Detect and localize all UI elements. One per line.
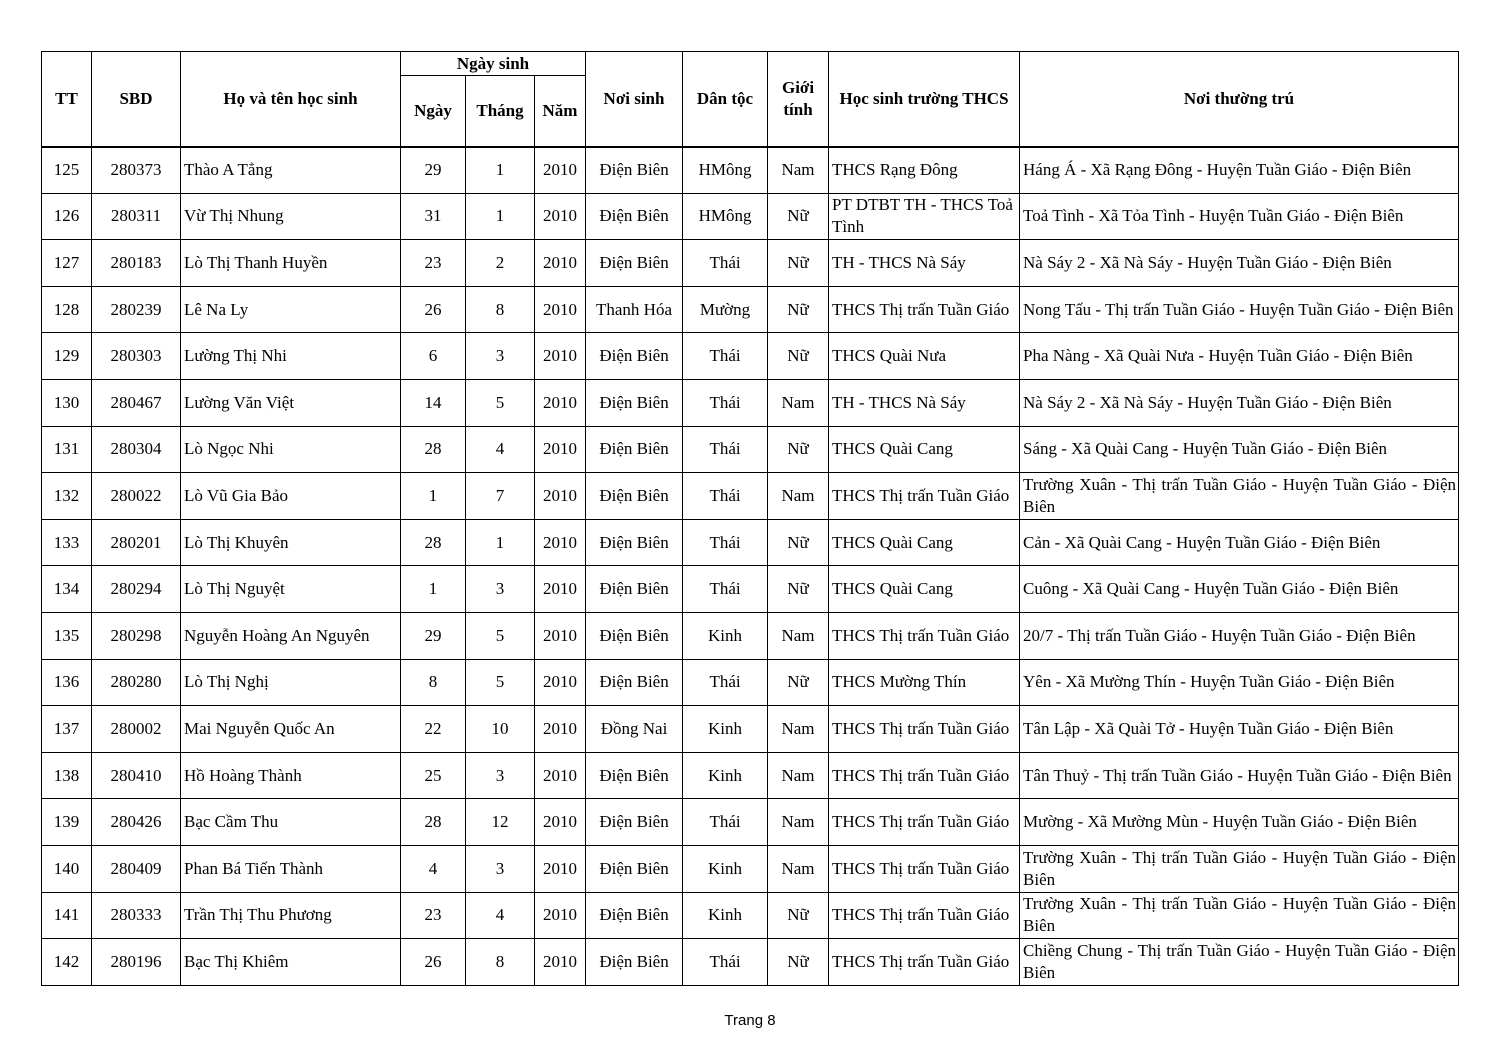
cell-school: THCS Thị trấn Tuần Giáo [829, 845, 1020, 892]
cell-day: 26 [401, 286, 466, 333]
cell-sbd: 280303 [92, 333, 181, 380]
cell-school: THCS Thị trấn Tuần Giáo [829, 892, 1020, 939]
cell-birthplace: Đồng Nai [586, 706, 683, 753]
cell-residence: Háng Á - Xã Rạng Đông - Huyện Tuần Giáo - Điện Biên [1020, 147, 1459, 194]
cell-residence: Mường - Xã Mường Mùn - Huyện Tuần Giáo - Điện Biên [1020, 799, 1459, 846]
cell-month: 3 [466, 845, 535, 892]
cell-day: 1 [401, 473, 466, 520]
cell-year: 2010 [535, 752, 586, 799]
table-row [42, 706, 1459, 753]
cell-school: THCS Thị trấn Tuần Giáo [829, 752, 1020, 799]
cell-birthplace: Điện Biên [586, 379, 683, 426]
page-number: Trang 8 [724, 1012, 776, 1029]
cell-school: THCS Thị trấn Tuần Giáo [829, 286, 1020, 333]
cell-day: 25 [401, 752, 466, 799]
cell-ethnicity: Thái [683, 519, 768, 566]
cell-month: 5 [466, 379, 535, 426]
cell-sbd: 280373 [92, 147, 181, 194]
cell-gender: Nữ [768, 659, 829, 706]
cell-tt: 126 [42, 193, 92, 240]
cell-gender: Nam [768, 379, 829, 426]
cell-day: 28 [401, 519, 466, 566]
table-row [42, 519, 1459, 566]
cell-name: Bạc Cầm Thu [181, 799, 401, 846]
cell-gender: Nam [768, 473, 829, 520]
header-sbd: SBD [92, 52, 181, 147]
cell-gender: Nữ [768, 333, 829, 380]
cell-residence: Chiềng Chung - Thị trấn Tuần Giáo - Huyện Tuần Giáo - Điện Biên [1020, 939, 1459, 986]
cell-birthplace: Điện Biên [586, 147, 683, 194]
cell-year: 2010 [535, 939, 586, 986]
cell-year: 2010 [535, 519, 586, 566]
cell-gender: Nữ [768, 892, 829, 939]
cell-birthplace: Điện Biên [586, 892, 683, 939]
cell-school: TH - THCS Nà Sáy [829, 379, 1020, 426]
table-row [42, 333, 1459, 380]
cell-gender: Nam [768, 706, 829, 753]
cell-residence: Sáng - Xã Quài Cang - Huyện Tuần Giáo - Điện Biên [1020, 426, 1459, 473]
cell-day: 28 [401, 799, 466, 846]
cell-school: THCS Thị trấn Tuần Giáo [829, 799, 1020, 846]
cell-ethnicity: Kinh [683, 845, 768, 892]
cell-birthplace: Điện Biên [586, 519, 683, 566]
cell-ethnicity: Thái [683, 473, 768, 520]
cell-day: 1 [401, 566, 466, 613]
cell-year: 2010 [535, 379, 586, 426]
cell-tt: 133 [42, 519, 92, 566]
cell-ethnicity: Thái [683, 566, 768, 613]
cell-birthplace: Thanh Hóa [586, 286, 683, 333]
table-row [42, 845, 1459, 892]
cell-residence: Tân Lập - Xã Quài Tở - Huyện Tuần Giáo - Điện Biên [1020, 706, 1459, 753]
cell-month: 7 [466, 473, 535, 520]
cell-ethnicity: Thái [683, 659, 768, 706]
cell-residence: Cuông - Xã Quài Cang - Huyện Tuần Giáo - Điện Biên [1020, 566, 1459, 613]
cell-birthplace: Điện Biên [586, 612, 683, 659]
cell-residence: Nà Sáy 2 - Xã Nà Sáy - Huyện Tuần Giáo - Điện Biên [1020, 379, 1459, 426]
cell-day: 29 [401, 612, 466, 659]
cell-sbd: 280333 [92, 892, 181, 939]
header-gender: Giới tính [768, 52, 829, 147]
table-row [42, 147, 1459, 194]
cell-gender: Nam [768, 612, 829, 659]
cell-gender: Nữ [768, 566, 829, 613]
cell-ethnicity: Kinh [683, 612, 768, 659]
header-residence: Nơi thường trú [1020, 52, 1459, 147]
cell-year: 2010 [535, 147, 586, 194]
cell-school: PT DTBT TH - THCS Toả Tình [829, 193, 1020, 240]
cell-ethnicity: HMông [683, 193, 768, 240]
table-row [42, 286, 1459, 333]
cell-residence: 20/7 - Thị trấn Tuần Giáo - Huyện Tuần Giáo - Điện Biên [1020, 612, 1459, 659]
cell-year: 2010 [535, 473, 586, 520]
cell-residence: Trường Xuân - Thị trấn Tuần Giáo - Huyện Tuần Giáo - Điện Biên [1020, 845, 1459, 892]
cell-residence: Nong Tấu - Thị trấn Tuần Giáo - Huyện Tuần Giáo - Điện Biên [1020, 286, 1459, 333]
cell-birthplace: Điện Biên [586, 799, 683, 846]
cell-year: 2010 [535, 240, 586, 287]
cell-name: Lê Na Ly [181, 286, 401, 333]
cell-tt: 128 [42, 286, 92, 333]
table-row [42, 659, 1459, 706]
cell-ethnicity: Thái [683, 939, 768, 986]
cell-tt: 130 [42, 379, 92, 426]
cell-tt: 142 [42, 939, 92, 986]
cell-sbd: 280280 [92, 659, 181, 706]
cell-sbd: 280183 [92, 240, 181, 287]
cell-ethnicity: HMông [683, 147, 768, 194]
cell-day: 14 [401, 379, 466, 426]
cell-ethnicity: Kinh [683, 752, 768, 799]
table-row [42, 892, 1459, 939]
cell-year: 2010 [535, 892, 586, 939]
cell-sbd: 280239 [92, 286, 181, 333]
cell-school: TH - THCS Nà Sáy [829, 240, 1020, 287]
cell-sbd: 280426 [92, 799, 181, 846]
table-row [42, 566, 1459, 613]
cell-school: THCS Thị trấn Tuần Giáo [829, 706, 1020, 753]
cell-residence: Pha Nàng - Xã Quài Nưa - Huyện Tuần Giáo - Điện Biên [1020, 333, 1459, 380]
header-school: Học sinh trường THCS [829, 52, 1020, 147]
cell-residence: Yên - Xã Mường Thín - Huyện Tuần Giáo - Điện Biên [1020, 659, 1459, 706]
cell-gender: Nam [768, 845, 829, 892]
cell-tt: 134 [42, 566, 92, 613]
cell-day: 28 [401, 426, 466, 473]
cell-gender: Nữ [768, 240, 829, 287]
cell-name: Nguyễn Hoàng An Nguyên [181, 612, 401, 659]
cell-residence: Nà Sáy 2 - Xã Nà Sáy - Huyện Tuần Giáo - Điện Biên [1020, 240, 1459, 287]
cell-sbd: 280298 [92, 612, 181, 659]
cell-ethnicity: Thái [683, 799, 768, 846]
cell-month: 4 [466, 426, 535, 473]
cell-tt: 132 [42, 473, 92, 520]
cell-month: 1 [466, 193, 535, 240]
cell-day: 4 [401, 845, 466, 892]
table-row [42, 473, 1459, 520]
cell-month: 3 [466, 752, 535, 799]
cell-school: THCS Rạng Đông [829, 147, 1020, 194]
cell-name: Phan Bá Tiến Thành [181, 845, 401, 892]
cell-sbd: 280304 [92, 426, 181, 473]
header-dob: Ngày sinh [401, 52, 586, 76]
cell-name: Thào A Tẳng [181, 147, 401, 194]
cell-name: Bạc Thị Khiêm [181, 939, 401, 986]
table-body [42, 147, 1459, 986]
cell-tt: 138 [42, 752, 92, 799]
cell-school: THCS Quài Cang [829, 519, 1020, 566]
cell-year: 2010 [535, 193, 586, 240]
cell-month: 4 [466, 892, 535, 939]
cell-ethnicity: Thái [683, 240, 768, 287]
cell-name: Lò Vũ Gia Bảo [181, 473, 401, 520]
table-row [42, 799, 1459, 846]
table-row [42, 379, 1459, 426]
cell-sbd: 280196 [92, 939, 181, 986]
cell-school: THCS Mường Thín [829, 659, 1020, 706]
cell-birthplace: Điện Biên [586, 845, 683, 892]
header-name: Họ và tên học sinh [181, 52, 401, 147]
cell-day: 6 [401, 333, 466, 380]
cell-month: 10 [466, 706, 535, 753]
cell-name: Lò Thị Nguyệt [181, 566, 401, 613]
cell-year: 2010 [535, 799, 586, 846]
cell-tt: 125 [42, 147, 92, 194]
cell-tt: 139 [42, 799, 92, 846]
cell-ethnicity: Mường [683, 286, 768, 333]
cell-birthplace: Điện Biên [586, 333, 683, 380]
cell-month: 5 [466, 612, 535, 659]
cell-month: 1 [466, 519, 535, 566]
cell-tt: 131 [42, 426, 92, 473]
cell-month: 8 [466, 939, 535, 986]
cell-day: 23 [401, 892, 466, 939]
cell-gender: Nam [768, 799, 829, 846]
cell-residence: Toả Tình - Xã Tỏa Tình - Huyện Tuần Giáo - Điện Biên [1020, 193, 1459, 240]
cell-month: 8 [466, 286, 535, 333]
cell-birthplace: Điện Biên [586, 659, 683, 706]
table-row [42, 752, 1459, 799]
cell-sbd: 280022 [92, 473, 181, 520]
cell-gender: Nữ [768, 939, 829, 986]
header-month: Tháng [466, 76, 535, 147]
cell-ethnicity: Kinh [683, 892, 768, 939]
table-row [42, 939, 1459, 986]
cell-name: Lường Thị Nhi [181, 333, 401, 380]
cell-month: 2 [466, 240, 535, 287]
cell-month: 1 [466, 147, 535, 194]
table-row [42, 612, 1459, 659]
cell-gender: Nữ [768, 519, 829, 566]
cell-month: 12 [466, 799, 535, 846]
cell-month: 3 [466, 333, 535, 380]
cell-day: 22 [401, 706, 466, 753]
cell-month: 5 [466, 659, 535, 706]
cell-residence: Tân Thuỷ - Thị trấn Tuần Giáo - Huyện Tuần Giáo - Điện Biên [1020, 752, 1459, 799]
cell-name: Vừ Thị Nhung [181, 193, 401, 240]
cell-residence: Cản - Xã Quài Cang - Huyện Tuần Giáo - Điện Biên [1020, 519, 1459, 566]
cell-ethnicity: Thái [683, 426, 768, 473]
cell-day: 31 [401, 193, 466, 240]
cell-birthplace: Điện Biên [586, 566, 683, 613]
cell-tt: 137 [42, 706, 92, 753]
cell-birthplace: Điện Biên [586, 473, 683, 520]
cell-day: 23 [401, 240, 466, 287]
table-row [42, 240, 1459, 287]
table-row [42, 426, 1459, 473]
cell-name: Lò Thị Nghị [181, 659, 401, 706]
cell-sbd: 280467 [92, 379, 181, 426]
header-birthplace: Nơi sinh [586, 52, 683, 147]
cell-birthplace: Điện Biên [586, 939, 683, 986]
cell-day: 8 [401, 659, 466, 706]
cell-tt: 136 [42, 659, 92, 706]
cell-gender: Nữ [768, 426, 829, 473]
header-year: Năm [535, 76, 586, 147]
cell-birthplace: Điện Biên [586, 752, 683, 799]
cell-year: 2010 [535, 566, 586, 613]
cell-name: Lò Thị Thanh Huyền [181, 240, 401, 287]
cell-year: 2010 [535, 286, 586, 333]
table-row [42, 193, 1459, 240]
cell-year: 2010 [535, 659, 586, 706]
cell-year: 2010 [535, 612, 586, 659]
cell-gender: Nam [768, 147, 829, 194]
cell-name: Lò Thị Khuyên [181, 519, 401, 566]
cell-gender: Nữ [768, 193, 829, 240]
cell-sbd: 280201 [92, 519, 181, 566]
cell-tt: 140 [42, 845, 92, 892]
table-header [42, 52, 1459, 147]
cell-name: Lường Văn Việt [181, 379, 401, 426]
cell-ethnicity: Kinh [683, 706, 768, 753]
cell-sbd: 280410 [92, 752, 181, 799]
cell-name: Hồ Hoàng Thành [181, 752, 401, 799]
cell-year: 2010 [535, 333, 586, 380]
header-tt: TT [42, 52, 92, 147]
cell-name: Mai Nguyễn Quốc An [181, 706, 401, 753]
cell-school: THCS Thị trấn Tuần Giáo [829, 473, 1020, 520]
cell-ethnicity: Thái [683, 333, 768, 380]
cell-gender: Nữ [768, 286, 829, 333]
cell-residence: Trường Xuân - Thị trấn Tuần Giáo - Huyện Tuần Giáo - Điện Biên [1020, 892, 1459, 939]
header-ethnicity: Dân tộc [683, 52, 768, 147]
cell-tt: 129 [42, 333, 92, 380]
cell-gender: Nam [768, 752, 829, 799]
cell-sbd: 280311 [92, 193, 181, 240]
cell-residence: Trường Xuân - Thị trấn Tuần Giáo - Huyện Tuần Giáo - Điện Biên [1020, 473, 1459, 520]
cell-year: 2010 [535, 426, 586, 473]
cell-birthplace: Điện Biên [586, 426, 683, 473]
cell-name: Lò Ngọc Nhi [181, 426, 401, 473]
cell-year: 2010 [535, 706, 586, 753]
cell-day: 26 [401, 939, 466, 986]
student-roster-table [41, 51, 1459, 986]
cell-sbd: 280002 [92, 706, 181, 753]
cell-name: Trần Thị Thu Phương [181, 892, 401, 939]
cell-year: 2010 [535, 845, 586, 892]
cell-birthplace: Điện Biên [586, 240, 683, 287]
cell-tt: 141 [42, 892, 92, 939]
cell-sbd: 280294 [92, 566, 181, 613]
cell-school: THCS Quài Cang [829, 566, 1020, 613]
cell-month: 3 [466, 566, 535, 613]
cell-birthplace: Điện Biên [586, 193, 683, 240]
cell-school: THCS Quài Cang [829, 426, 1020, 473]
cell-tt: 127 [42, 240, 92, 287]
cell-tt: 135 [42, 612, 92, 659]
cell-school: THCS Quài Nưa [829, 333, 1020, 380]
header-day: Ngày [401, 76, 466, 147]
cell-sbd: 280409 [92, 845, 181, 892]
cell-day: 29 [401, 147, 466, 194]
cell-ethnicity: Thái [683, 379, 768, 426]
cell-school: THCS Thị trấn Tuần Giáo [829, 612, 1020, 659]
cell-school: THCS Thị trấn Tuần Giáo [829, 939, 1020, 986]
